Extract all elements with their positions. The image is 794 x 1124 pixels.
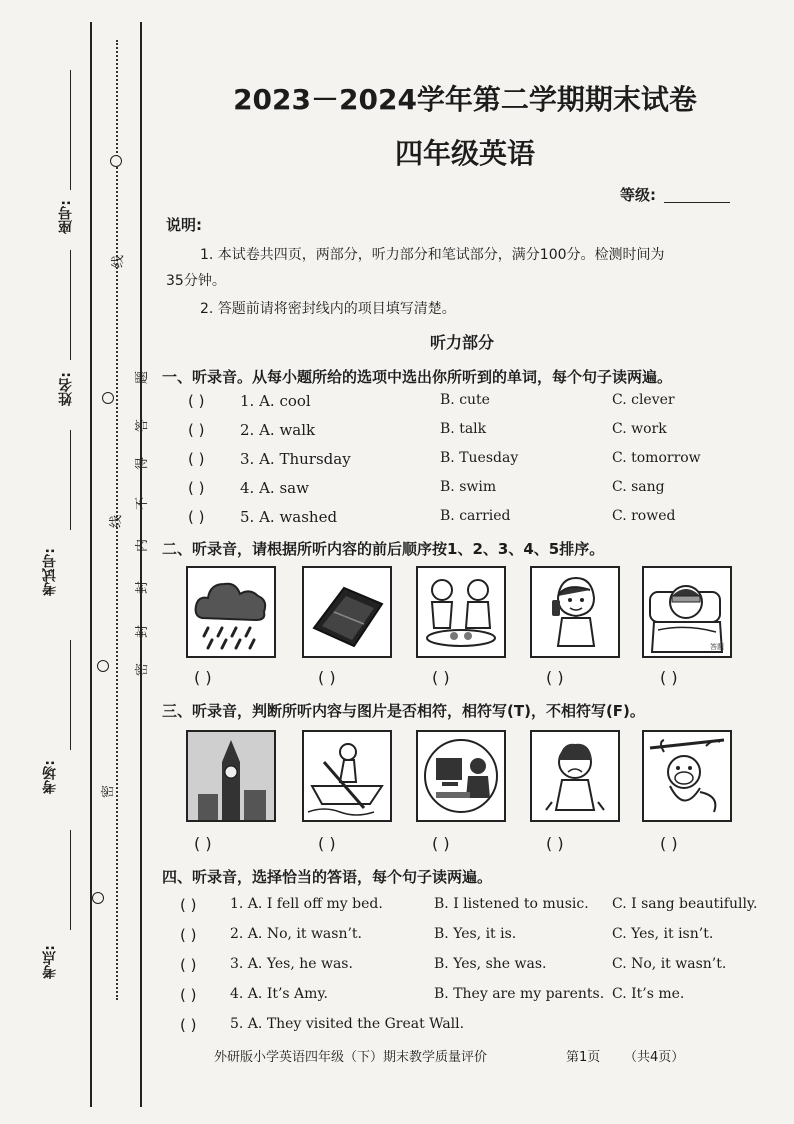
- seal-char: 得: [135, 456, 151, 471]
- seal-char: 题: [135, 370, 151, 385]
- tf-answer-paren[interactable]: ( ): [660, 834, 678, 853]
- option-b: B. carried: [440, 508, 511, 524]
- answer-paren[interactable]: ( ): [188, 450, 205, 468]
- answer-paren[interactable]: ( ): [188, 392, 205, 410]
- option-c: C. tomorrow: [612, 450, 701, 466]
- seal-circle-1: [110, 155, 122, 167]
- picture-rowing-boat: [302, 730, 392, 822]
- order-answer-paren[interactable]: ( ): [432, 668, 450, 687]
- picture-girl-in-bed: [642, 566, 732, 658]
- option-b: B. I listened to music.: [434, 896, 589, 912]
- option-a: 5. A. washed: [240, 508, 338, 526]
- seal-circle-2: [102, 392, 114, 404]
- order-answer-paren[interactable]: ( ): [194, 668, 212, 687]
- seat-no-blank[interactable]: [70, 70, 71, 190]
- option-a: 1. A. cool: [240, 392, 311, 410]
- option-c: C. work: [612, 421, 667, 437]
- grade-blank[interactable]: [664, 202, 730, 203]
- answer-paren[interactable]: ( ): [180, 896, 197, 914]
- option-b: B. talk: [440, 421, 487, 437]
- option-c: C. Yes, it isn’t.: [612, 926, 714, 942]
- order-answer-paren[interactable]: ( ): [660, 668, 678, 687]
- seal-char: 线: [109, 514, 125, 529]
- option-a: 3. A. Yes, he was.: [230, 956, 353, 972]
- seal-char: 密: [101, 784, 117, 799]
- exam-room-label: 考场:: [42, 760, 58, 794]
- tf-answer-paren[interactable]: ( ): [546, 834, 564, 853]
- name-label: 姓名:: [58, 372, 74, 406]
- seal-char: 密: [135, 662, 151, 677]
- picture-caption: 答题: [710, 643, 724, 651]
- option-a: 3. A. Thursday: [240, 450, 351, 468]
- section4-title: 四、听录音，选择恰当的答语，每个句子读两遍。: [162, 868, 493, 886]
- order-answer-paren[interactable]: ( ): [318, 668, 336, 687]
- picture-monkey: [642, 730, 732, 822]
- seal-circle-3: [97, 660, 109, 672]
- option-b: B. Yes, it is.: [434, 926, 517, 942]
- instruction-line-1b: 35分钟。: [166, 273, 226, 289]
- exam-room-blank[interactable]: [70, 640, 71, 750]
- picture-chocolate: [302, 566, 392, 658]
- option-c: C. I sang beautifully.: [612, 896, 758, 912]
- grade-label: 等级:: [620, 186, 656, 204]
- instruction-line-2: 2. 答题前请将密封线内的项目填写清楚。: [200, 301, 456, 317]
- picture-sad-girl: [530, 730, 620, 822]
- exam-no-blank[interactable]: [70, 430, 71, 530]
- tf-answer-paren[interactable]: ( ): [194, 834, 212, 853]
- option-c: C. It’s me.: [612, 986, 685, 1002]
- option-a: 2. A. No, it wasn’t.: [230, 926, 363, 942]
- answer-paren[interactable]: ( ): [188, 421, 205, 439]
- instruction-line-1: 1. 本试卷共四页，两部分，听力部分和笔试部分，满分100分。检测时间为: [200, 247, 665, 263]
- option-a: 2. A. walk: [240, 421, 316, 439]
- option-a: 4. A. It’s Amy.: [230, 986, 328, 1002]
- option-b: B. Yes, she was.: [434, 956, 547, 972]
- seal-char: 封: [135, 580, 151, 595]
- answer-paren[interactable]: ( ): [180, 986, 197, 1004]
- section1-title: 一、听录音。从每小题所给的选项中选出你所听到的单词，每个句子读两遍。: [162, 368, 673, 386]
- exam-site-label: 考点:: [42, 945, 58, 979]
- picture-rain-cloud: [186, 566, 276, 658]
- tf-answer-paren[interactable]: ( ): [432, 834, 450, 853]
- seal-char: 封: [135, 624, 151, 639]
- exam-subtitle: 四年级英语: [394, 137, 535, 170]
- seal-char: 内: [135, 538, 151, 553]
- instructions-label: 说明:: [166, 216, 202, 234]
- option-c: C. No, it wasn’t.: [612, 956, 727, 972]
- margin-solid-line-inner: [140, 22, 142, 1107]
- listening-heading: 听力部分: [430, 333, 495, 352]
- section3-title: 三、听录音，判断所听内容与图片是否相符，相符写(T)，不相符写(F)。: [162, 702, 645, 720]
- answer-paren[interactable]: ( ): [180, 1016, 197, 1034]
- option-a: 4. A. saw: [240, 479, 309, 497]
- footer-text: 外研版小学英语四年级（下）期末教学质量评价: [214, 1050, 488, 1065]
- option-b: B. swim: [440, 479, 497, 495]
- picture-girl-phone: [530, 566, 620, 658]
- option-c: C. sang: [612, 479, 665, 495]
- option-b: B. They are my parents.: [434, 986, 605, 1002]
- footer-total: （共4页）: [624, 1050, 685, 1065]
- option-b: B. cute: [440, 392, 490, 408]
- option-c: C. clever: [612, 392, 675, 408]
- picture-big-ben: [186, 730, 276, 822]
- picture-family-dinner: [416, 566, 506, 658]
- picture-boy-computer: [416, 730, 506, 822]
- tf-answer-paren[interactable]: ( ): [318, 834, 336, 853]
- option-a: 1. A. I fell off my bed.: [230, 896, 383, 912]
- option-c: C. rowed: [612, 508, 676, 524]
- exam-no-label: 考试号:: [42, 548, 58, 596]
- answer-paren[interactable]: ( ): [180, 926, 197, 944]
- name-blank[interactable]: [70, 250, 71, 360]
- order-answer-paren[interactable]: ( ): [546, 668, 564, 687]
- seal-char: 答: [135, 418, 151, 433]
- answer-paren[interactable]: ( ): [188, 479, 205, 497]
- seal-char: 线: [111, 254, 127, 269]
- seat-no-label: 座号:: [58, 200, 74, 234]
- answer-paren[interactable]: ( ): [188, 508, 205, 526]
- option-a: 5. A. They visited the Great Wall.: [230, 1016, 465, 1032]
- seal-char: 不: [135, 496, 151, 511]
- section2-title: 二、听录音，请根据所听内容的前后顺序按1、2、3、4、5排序。: [162, 540, 605, 558]
- exam-title: 2023－2024学年第二学期期末试卷: [233, 83, 697, 116]
- exam-site-blank[interactable]: [70, 830, 71, 930]
- margin-solid-line-outer: [90, 22, 92, 1107]
- answer-paren[interactable]: ( ): [180, 956, 197, 974]
- seal-circle-4: [92, 892, 104, 904]
- footer-page: 第1页: [566, 1050, 601, 1065]
- option-b: B. Tuesday: [440, 450, 519, 466]
